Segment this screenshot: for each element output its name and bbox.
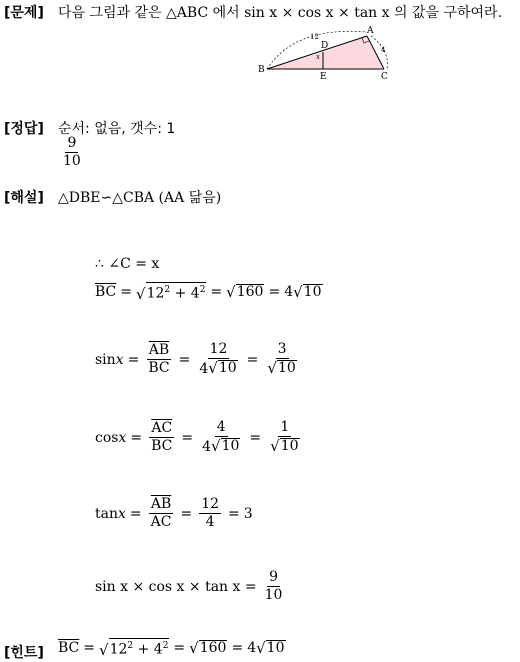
answer-label: [정답]	[4, 121, 44, 137]
label-len-AB: 12	[310, 33, 319, 41]
problem-label: [문제]	[4, 5, 44, 21]
solution-label: [해설]	[4, 190, 44, 206]
label-E: E	[320, 72, 327, 82]
problem-text-suffix: 의 값을 구하여라.	[389, 5, 503, 21]
answer-numerator: 9	[67, 135, 77, 151]
product-equation: sin x × cos x × tan x = $\frac{9}{10}$	[95, 569, 283, 603]
tan-equation: tan x = $\frac{\overline{AB}}{AC}$ = $\frac{12}{4}$ = 3	[95, 496, 253, 530]
sin-equation: sin x = $\frac{\overline{AB}}{BC}$ = 12 4 √ 10 = 3 √ 10	[95, 341, 296, 377]
cos-equation: cos x = $\frac{\overline{AC}}{BC}$ = 4 4 √ 10 = 1 √ 10	[95, 419, 299, 455]
label-A: A	[367, 26, 374, 36]
hint-label: [힌트]	[4, 645, 44, 661]
problem-text	[58, 2, 502, 22]
sqrt-160: √ 160	[226, 282, 264, 301]
sqrt-sum: √ $12^2 + 4^2$	[136, 282, 206, 302]
problem-expression: sin x × cos x × tan x	[244, 5, 390, 21]
problem-text-mid: 에서	[208, 5, 245, 21]
bc-equation: $\overline{BC}$ = √ $12^2 + 4^2$ = √ 160 = 4 √ 10	[95, 282, 322, 303]
label-C: C	[381, 72, 388, 82]
bc-name: $\overline{BC}$	[95, 283, 117, 300]
label-len-AC: 4	[381, 46, 386, 54]
problem-triangle: △ABC	[166, 5, 209, 21]
label-len-x: x	[316, 53, 320, 61]
label-D: D	[321, 41, 329, 51]
sqrt-10: √ 10	[293, 282, 322, 301]
answer-fraction	[58, 136, 86, 169]
result-coef: 4	[284, 283, 294, 300]
label-B: B	[258, 65, 265, 75]
problem-text-prefix: 다음 그림과 같은	[58, 5, 167, 21]
triangle-figure	[255, 24, 395, 84]
answer-line: 순서: 없음, 갯수: 1	[58, 121, 176, 137]
answer-denominator: 10	[63, 153, 81, 169]
hint-equation: $\overline{BC}$ = √ $12^2 + 4^2$ = √ 160 = 4 √ 10	[58, 638, 285, 659]
solution-similarity: △DBE∽△CBA (AA 닮음)	[58, 190, 222, 206]
angle-line: ∴ ∠C = x	[95, 256, 160, 272]
